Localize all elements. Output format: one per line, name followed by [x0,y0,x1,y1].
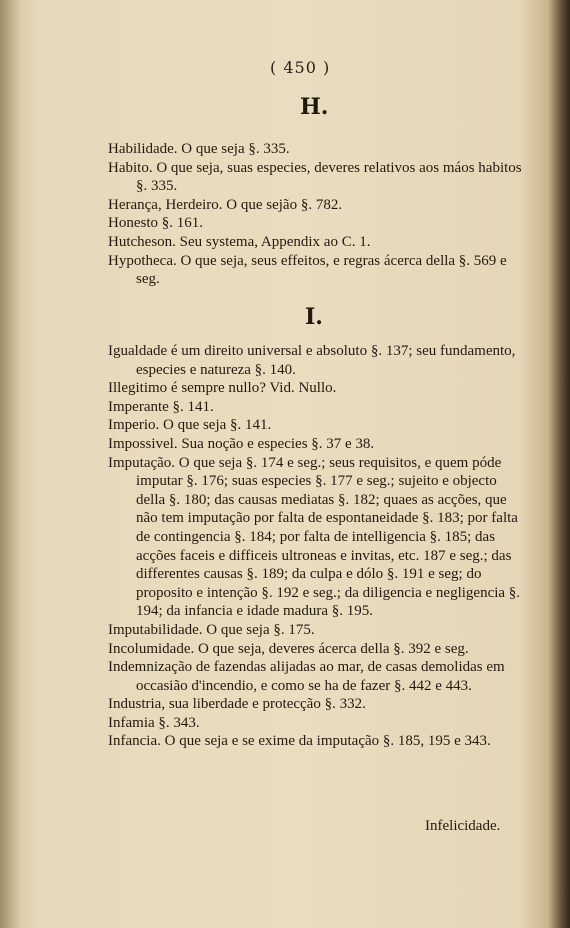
index-entry: Igualdade é um direito universal e absoluto §. 137; seu fundamento, especies e natureza §. 140. [108,343,516,378]
index-entry: Illegitimo é sempre nullo? Vid. Nullo. [108,380,337,397]
index-entry: Imperio. O que seja §. 141. [108,417,272,434]
index-entry: Imperante §. 141. [108,398,214,415]
index-entry: Impossivel. Sua noção e especies §. 37 e 38. [108,435,375,452]
index-entry: Imputação. O que seja §. 174 e seg.; seus requisitos, e quem póde imputar §. 176; suas especies §. 177 e seg.; sujeito e objecto della §. 180; das causas mediatas §. 182; quaes as acções, que não tem imputação por falta de espontaneidade §. 183; por falta de contingencia §. 184; por falta de intelligencia §. 185; das acções faceis e difficeis ultroneas e invitas, etc. 187 e seg.; das differentes causas §. 189; da culpa e dólo §. 191 e seg; do proposito e intenção §. 192 e seg.; da diligencia e negligencia §. 194; da infancia e idade madura §. 195. [108,454,521,620]
page-number: ( 450 ) [270,58,331,77]
entries-i [108,342,524,751]
catchword: Infelicidade. [425,818,501,834]
index-entry: Herança, Herdeiro. O que sejão §. 782. [108,196,343,213]
index-entry: Honesto §. 161. [108,215,203,232]
index-entry: Indemnização de fazendas alijadas ao mar, de casas demolidas em occasião d'incendio, e como se ha de fazer §. 442 e 443. [108,659,505,694]
index-entry: Habito. O que seja, suas especies, deveres relativos aos máos habitos §. 335. [108,159,522,195]
index-entry: Imputabilidade. O que seja §. 175. [108,621,315,638]
index-entry: Incolumidade. O que seja, deveres ácerca della §. 392 e seg. [108,640,469,657]
section-heading-i: I. [305,304,323,330]
entries-h [108,140,524,289]
index-entry: Infamia §. 343. [108,714,200,731]
index-entry: Hutcheson. Seu systema, Appendix ao C. 1. [108,233,371,250]
index-entry: Industria, sua liberdade e protecção §. 332. [108,696,366,713]
index-entry: Infancia. O que seja e se exime da imputação §. 185, 195 e 343. [108,733,491,750]
section-heading-h: H. [300,94,329,120]
index-entry: Hypotheca. O que seja, seus effeitos, e regras ácerca della §. 569 e seg. [108,252,507,288]
index-entry: Habilidade. O que seja §. 335. [108,141,290,157]
